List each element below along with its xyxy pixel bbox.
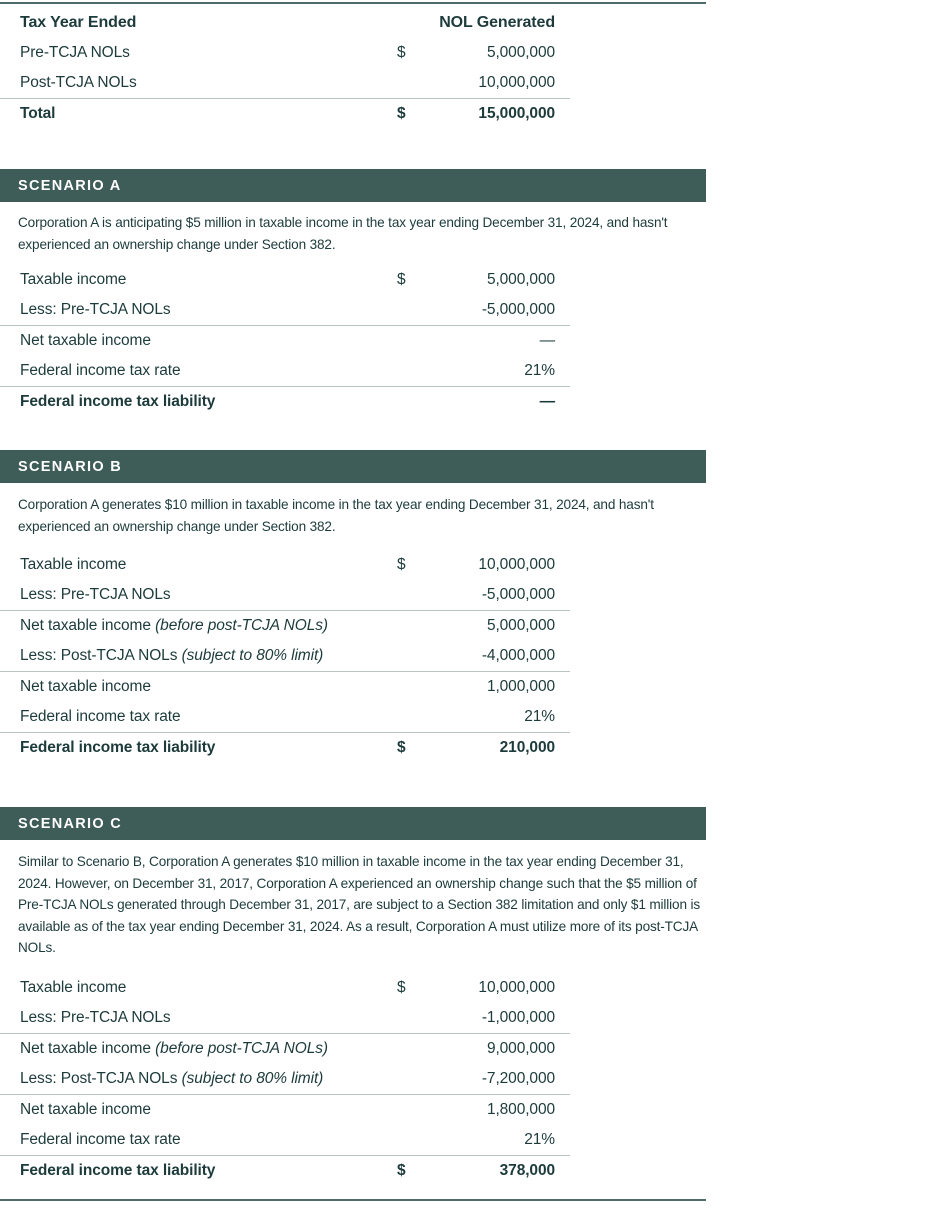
column-header-tax-year-ended: Tax Year Ended xyxy=(20,14,137,31)
total-value: 210,000 xyxy=(499,739,555,756)
table-row xyxy=(0,550,570,580)
row-label: Federal income tax rate xyxy=(20,708,181,725)
table-row xyxy=(0,610,570,641)
total-value: — xyxy=(539,393,555,410)
total-currency: $ xyxy=(397,105,406,122)
row-label: Less: Pre-TCJA NOLs xyxy=(20,301,171,318)
row-note: (subject to 80% limit) xyxy=(181,1070,324,1087)
row-label: Taxable income xyxy=(20,271,127,288)
row-value: -7,200,000 xyxy=(481,1070,555,1087)
total-currency: $ xyxy=(397,1162,406,1179)
column-header-nol-generated: NOL Generated xyxy=(439,14,555,31)
row-note: (subject to 80% limit) xyxy=(181,647,324,664)
row-label: Pre-TCJA NOLs xyxy=(20,44,130,61)
row-value: 21% xyxy=(524,1131,555,1148)
row-value: -4,000,000 xyxy=(481,647,555,664)
table-total-row xyxy=(0,1155,570,1186)
row-label: Less: Pre-TCJA NOLs xyxy=(20,1009,171,1026)
row-value: 10,000,000 xyxy=(478,979,555,996)
total-value: 15,000,000 xyxy=(478,105,555,122)
row-note: (before post-TCJA NOLs) xyxy=(155,1040,328,1057)
total-label: Federal income tax liability xyxy=(20,739,216,756)
total-label: Federal income tax liability xyxy=(20,393,216,410)
row-label: Less: Post-TCJA NOLs (subject to 80% limit) xyxy=(20,647,324,664)
table-row xyxy=(0,38,570,68)
scenario-c-table xyxy=(0,973,570,1186)
row-label: Net taxable income (before post-TCJA NOLs) xyxy=(20,1040,328,1057)
scenario-banner-label: SCENARIO B xyxy=(18,458,123,475)
row-label: Net taxable income xyxy=(20,1101,151,1118)
row-currency: $ xyxy=(397,556,406,573)
total-currency: $ xyxy=(397,739,406,756)
table-row xyxy=(0,580,570,610)
row-value: 1,800,000 xyxy=(486,1101,555,1118)
table-row xyxy=(0,1033,570,1064)
row-currency: $ xyxy=(397,271,406,288)
table-row xyxy=(0,295,570,325)
row-label: Taxable income xyxy=(20,556,127,573)
row-label: Post-TCJA NOLs xyxy=(20,74,137,91)
table-row xyxy=(0,641,570,671)
row-label: Less: Pre-TCJA NOLs xyxy=(20,586,171,603)
row-value: 21% xyxy=(524,362,555,379)
row-label: Net taxable income xyxy=(20,678,151,695)
scenario-b-table xyxy=(0,550,570,763)
table-row xyxy=(0,356,570,386)
nol-summary-table xyxy=(0,8,570,129)
table-row xyxy=(0,1064,570,1094)
table-row xyxy=(0,671,570,702)
row-currency: $ xyxy=(397,979,406,996)
table-row xyxy=(0,702,570,732)
row-value: 5,000,000 xyxy=(486,271,555,288)
table-total-row xyxy=(0,98,570,129)
row-label: Net taxable income (before post-TCJA NOLs) xyxy=(20,617,328,634)
scenario-a-table xyxy=(0,265,570,417)
top-rule xyxy=(0,2,706,4)
row-value: 9,000,000 xyxy=(486,1040,555,1057)
row-label: Less: Post-TCJA NOLs (subject to 80% limit) xyxy=(20,1070,324,1087)
scenario-banner-c xyxy=(0,807,706,840)
total-label: Total xyxy=(20,105,56,122)
table-total-row xyxy=(0,732,570,763)
row-value: 5,000,000 xyxy=(486,44,555,61)
row-value: 1,000,000 xyxy=(486,678,555,695)
row-value: -5,000,000 xyxy=(481,301,555,318)
row-value: -5,000,000 xyxy=(481,586,555,603)
total-label: Federal income tax liability xyxy=(20,1162,216,1179)
row-note: (before post-TCJA NOLs) xyxy=(155,617,328,634)
row-label: Federal income tax rate xyxy=(20,1131,181,1148)
bottom-rule xyxy=(0,1199,706,1201)
scenario-banner-b xyxy=(0,450,706,483)
table-row xyxy=(0,265,570,295)
scenario-description-a: Corporation A is anticipating $5 million in taxable income in the tax year ending December 31, 2024, and hasn't experienced an ownership change under Section 382. xyxy=(18,215,668,252)
scenario-description-b: Corporation A generates $10 million in taxable income in the tax year ending December 31, 2024, and hasn't experienced an ownership change under Section 382. xyxy=(18,497,654,534)
row-value: 10,000,000 xyxy=(478,556,555,573)
table-row xyxy=(0,68,570,98)
row-label: Net taxable income xyxy=(20,332,151,349)
row-value: 5,000,000 xyxy=(486,617,555,634)
table-row xyxy=(0,1094,570,1125)
scenario-banner-label: SCENARIO A xyxy=(18,177,122,194)
scenario-description-c: Similar to Scenario B, Corporation A generates $10 million in taxable income in the tax year ending December 31, 2024. However, on December 31, 2017, Corporation A experienced an ownership change such that the $5 million of Pre-TCJA NOLs generated through December 31, 2017, are subject to a Section 382 limitation and only $1 million is available as of the tax year ending December 31, 2024. As a result, Corporation A must utilize more of its post-TCJA NOLs. xyxy=(18,854,701,955)
row-label: Taxable income xyxy=(20,979,127,996)
scenario-banner-a xyxy=(0,169,706,202)
table-row xyxy=(0,325,570,356)
row-label: Federal income tax rate xyxy=(20,362,181,379)
table-row xyxy=(0,1003,570,1033)
row-value: — xyxy=(539,332,555,349)
table-total-row xyxy=(0,386,570,417)
row-value: 21% xyxy=(524,708,555,725)
table-row xyxy=(0,973,570,1003)
row-value: 10,000,000 xyxy=(478,74,555,91)
table-row xyxy=(0,1125,570,1155)
total-value: 378,000 xyxy=(499,1162,555,1179)
row-value: -1,000,000 xyxy=(481,1009,555,1026)
row-currency: $ xyxy=(397,44,406,61)
scenario-banner-label: SCENARIO C xyxy=(18,815,123,832)
table-header-row xyxy=(0,8,570,38)
